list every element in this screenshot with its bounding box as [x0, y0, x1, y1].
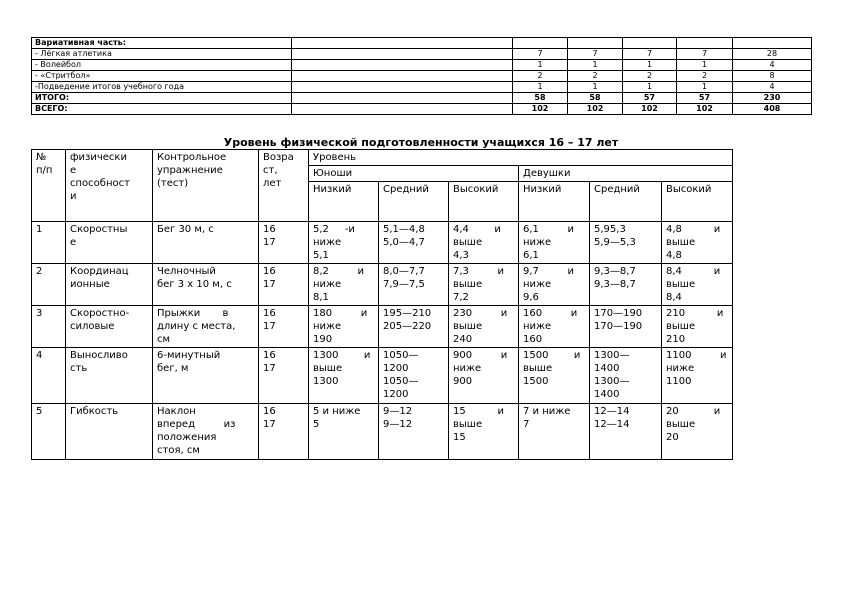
cell-line: выше [666, 321, 696, 332]
cell-line: 5,0—4,7 [383, 237, 425, 248]
cell-line: Бег 30 м, с [157, 224, 214, 235]
row-boys-high [449, 348, 519, 404]
page-title: Уровень физической подготовленности учащихся 16 – 17 лет [223, 136, 619, 149]
cell-line: положения [157, 432, 217, 443]
cell-line: 16 [263, 308, 276, 319]
cell-line: 7 и ниже [523, 406, 571, 417]
cell-line: 16 [263, 350, 276, 361]
variative-row-label: -Подведение итогов учебного года [32, 82, 292, 93]
cell-line: 1500 [523, 376, 549, 387]
variative-row-value: 57 [677, 93, 733, 104]
cell-line: выше [666, 237, 696, 248]
variative-row-value: 57 [623, 93, 677, 104]
cell-line: 5,1—4,8 [383, 224, 425, 235]
cell-line: 15 [453, 432, 466, 443]
cell-line: 9—12 [383, 419, 413, 430]
variative-row [32, 71, 812, 82]
cell-line: 8,1 [313, 292, 329, 303]
variative-row-value: 7 [513, 49, 568, 60]
cell-line: 5,95,3 [594, 224, 626, 235]
cell-line: 4,3 [453, 250, 469, 261]
variative-row-label: ВСЕГО: [32, 104, 292, 115]
variative-row-value: 2 [623, 71, 677, 82]
header-boys-low: Низкий [309, 182, 379, 222]
variative-row-value: 1 [568, 82, 623, 93]
table-row [32, 348, 733, 404]
row-girls-low [519, 306, 590, 348]
cell-line: Скоростно- [70, 308, 130, 319]
variative-row-value: 7 [568, 49, 623, 60]
cell-line: е [70, 165, 77, 176]
row-age [259, 404, 309, 460]
cell-line: 5,1 [313, 250, 329, 261]
row-num: 4 [32, 348, 66, 404]
cell-line: Контрольное [157, 152, 227, 163]
row-boys-mid [379, 222, 449, 264]
row-test [153, 348, 259, 404]
cell-line: 195—210 [383, 308, 432, 319]
cell-line: 17 [263, 321, 276, 332]
row-boys-high [449, 222, 519, 264]
cell-line: 17 [263, 237, 276, 248]
variative-row-value: 4 [733, 82, 812, 93]
cell-line: 210 и [666, 308, 724, 319]
row-boys-mid [379, 404, 449, 460]
row-girls-high [662, 306, 733, 348]
header-girls-mid: Средний [590, 182, 662, 222]
cell-line: 1200 [383, 389, 409, 400]
variative-row [32, 82, 812, 93]
row-girls-mid [590, 348, 662, 404]
cell-line: упражнение [157, 165, 223, 176]
variative-row-value: 7 [623, 49, 677, 60]
header-boys-mid: Средний [379, 182, 449, 222]
cell-line: Скоростны [70, 224, 128, 235]
cell-line: 1300 и [313, 350, 371, 361]
table-row [32, 264, 733, 306]
cell-line: 1400 [594, 363, 620, 374]
cell-line: Возра [263, 152, 294, 163]
cell-line: 1300 [313, 376, 339, 387]
variative-row-value: 1 [623, 60, 677, 71]
cell-line: 900 и [453, 350, 508, 361]
header-row-1 [32, 150, 733, 166]
variative-row-blank [292, 60, 513, 71]
cell-line: 8,2 и [313, 266, 365, 277]
cell-line: ниже [523, 237, 552, 248]
variative-row-label: ИТОГО: [32, 93, 292, 104]
variative-row-value [513, 38, 568, 49]
row-girls-low [519, 222, 590, 264]
cell-line: 7,3 и [453, 266, 505, 277]
cell-line: ниже [313, 237, 342, 248]
table-row [32, 222, 733, 264]
row-boys-mid [379, 264, 449, 306]
row-girls-low [519, 404, 590, 460]
cell-line: Координац [70, 266, 129, 277]
cell-line: 900 [453, 376, 473, 387]
cell-line: лет [263, 178, 282, 189]
cell-line: 16 [263, 406, 276, 417]
cell-line: 1050— [383, 376, 419, 387]
header-num [32, 150, 66, 222]
row-age [259, 306, 309, 348]
cell-line: 160 [523, 334, 543, 345]
cell-line: ст, [263, 165, 278, 176]
cell-line: выше [453, 279, 483, 290]
row-girls-low [519, 264, 590, 306]
cell-line: 4,8 и [666, 224, 721, 235]
variative-row-value: 2 [568, 71, 623, 82]
row-age [259, 348, 309, 404]
header-test [153, 150, 259, 222]
variative-row-label: - «Стритбол» [32, 71, 292, 82]
cell-line: 1300— [594, 350, 630, 361]
row-ability [66, 348, 153, 404]
cell-line: 6,1 и [523, 224, 575, 235]
variative-row-value [677, 38, 733, 49]
cell-line: 8,0—7,7 [383, 266, 425, 277]
row-ability [66, 404, 153, 460]
cell-line: Наклон [157, 406, 196, 417]
row-ability [66, 264, 153, 306]
row-age [259, 264, 309, 306]
cell-line: ниже [666, 363, 695, 374]
cell-line: Прыжки в [157, 308, 229, 319]
row-boys-mid [379, 348, 449, 404]
header-girls-high: Высокий [662, 182, 733, 222]
row-boys-low [309, 306, 379, 348]
cell-line: выше [453, 419, 483, 430]
cell-line: 180 и [313, 308, 368, 319]
cell-line: 6-минутный [157, 350, 221, 361]
cell-line: 20 и [666, 406, 721, 417]
variative-row [32, 104, 812, 115]
cell-line: силовые [70, 321, 115, 332]
cell-line: выше [453, 237, 483, 248]
variative-row-value: 1 [677, 60, 733, 71]
cell-line: сть [70, 363, 88, 374]
variative-hours-table [31, 37, 812, 115]
cell-line: 205—220 [383, 321, 432, 332]
cell-line: 16 [263, 224, 276, 235]
row-girls-mid [590, 306, 662, 348]
header-ability [66, 150, 153, 222]
table-row [32, 404, 733, 460]
row-girls-mid [590, 222, 662, 264]
variative-row-value [568, 38, 623, 49]
variative-row [32, 38, 812, 49]
cell-line: бег, м [157, 363, 189, 374]
cell-line: Гибкость [70, 406, 119, 417]
row-test [153, 264, 259, 306]
cell-line: выше [666, 419, 696, 430]
cell-line: 230 и [453, 308, 508, 319]
cell-line: физически [70, 152, 127, 163]
cell-line: 9,3—8,7 [594, 279, 636, 290]
row-boys-high [449, 264, 519, 306]
row-boys-mid [379, 306, 449, 348]
cell-line: 9,7 и [523, 266, 575, 277]
cell-line: 5 и ниже [313, 406, 361, 417]
variative-row-value [733, 38, 812, 49]
variative-row-value: 8 [733, 71, 812, 82]
cell-line: ионные [70, 279, 110, 290]
header-level: Уровень [309, 150, 733, 166]
variative-row-value: 102 [513, 104, 568, 115]
cell-line: и [70, 191, 77, 202]
fitness-level-table [31, 149, 733, 460]
cell-line: ниже [453, 363, 482, 374]
row-boys-low [309, 404, 379, 460]
row-girls-low [519, 348, 590, 404]
row-boys-high [449, 404, 519, 460]
variative-row-value: 102 [677, 104, 733, 115]
row-num: 1 [32, 222, 66, 264]
variative-row-blank [292, 82, 513, 93]
cell-line: 12—14 [594, 406, 630, 417]
cell-line: 17 [263, 363, 276, 374]
row-test [153, 222, 259, 264]
row-boys-low [309, 222, 379, 264]
cell-line: (тест) [157, 178, 189, 189]
cell-line: 240 [453, 334, 473, 345]
row-girls-mid [590, 264, 662, 306]
variative-row-value: 102 [568, 104, 623, 115]
row-num: 2 [32, 264, 66, 306]
variative-row-value: 2 [677, 71, 733, 82]
row-girls-high [662, 404, 733, 460]
row-test [153, 306, 259, 348]
cell-line: 12—14 [594, 419, 630, 430]
cell-line: длину с места, [157, 321, 236, 332]
variative-row-label: - Волейбол [32, 60, 292, 71]
cell-line: е [70, 237, 77, 248]
cell-line: 1300— [594, 376, 630, 387]
row-girls-mid [590, 404, 662, 460]
cell-line: ниже [523, 321, 552, 332]
variative-row-blank [292, 38, 513, 49]
row-ability [66, 306, 153, 348]
cell-line: выше [666, 279, 696, 290]
cell-line: 1100 и [666, 350, 727, 361]
cell-line: выше [453, 321, 483, 332]
cell-line: 190 [313, 334, 333, 345]
cell-line: 7 [523, 419, 530, 430]
variative-row-label: Вариативная часть: [32, 38, 292, 49]
row-girls-high [662, 264, 733, 306]
cell-line: 4,8 [666, 250, 682, 261]
variative-row-value: 1 [568, 60, 623, 71]
cell-line: 1500 и [523, 350, 581, 361]
cell-line: ниже [523, 279, 552, 290]
cell-line: 20 [666, 432, 679, 443]
variative-row-blank [292, 93, 513, 104]
variative-row-value: 58 [568, 93, 623, 104]
cell-line: выше [313, 363, 343, 374]
variative-row [32, 60, 812, 71]
row-boys-low [309, 348, 379, 404]
variative-row-value: 7 [677, 49, 733, 60]
cell-line: 17 [263, 279, 276, 290]
cell-line: Челночный [157, 266, 216, 277]
cell-line: 5 [313, 419, 320, 430]
row-test [153, 404, 259, 460]
variative-row-value: 408 [733, 104, 812, 115]
variative-row-value: 1 [513, 82, 568, 93]
cell-line: 9,6 [523, 292, 539, 303]
cell-line: см [157, 334, 171, 345]
row-num: 3 [32, 306, 66, 348]
cell-line: стоя, см [157, 445, 200, 456]
variative-row-value: 1 [623, 82, 677, 93]
variative-row [32, 93, 812, 104]
variative-row-value: 58 [513, 93, 568, 104]
cell-line: № [36, 152, 47, 163]
cell-line: 5,2 -и [313, 224, 355, 235]
cell-line: 8,4 и [666, 266, 721, 277]
cell-line: 9,3—8,7 [594, 266, 636, 277]
header-boys: Юноши [309, 166, 519, 182]
variative-row-blank [292, 104, 513, 115]
cell-line: вперед из [157, 419, 236, 430]
header-girls-low: Низкий [519, 182, 590, 222]
cell-line: п/п [36, 165, 53, 176]
cell-line: 16 [263, 266, 276, 277]
cell-line: 170—190 [594, 308, 643, 319]
row-girls-high [662, 222, 733, 264]
cell-line: 1100 [666, 376, 692, 387]
cell-line: выше [523, 363, 553, 374]
cell-line: 7,2 [453, 292, 469, 303]
variative-row-value: 2 [513, 71, 568, 82]
cell-line: 1200 [383, 363, 409, 374]
row-num: 5 [32, 404, 66, 460]
table-row [32, 306, 733, 348]
cell-line: бег 3 х 10 м, с [157, 279, 232, 290]
variative-row-blank [292, 71, 513, 82]
header-boys-high: Высокий [449, 182, 519, 222]
cell-line: 4,4 и [453, 224, 501, 235]
variative-row-value: 230 [733, 93, 812, 104]
variative-row-value: 1 [677, 82, 733, 93]
row-boys-low [309, 264, 379, 306]
variative-row-value: 1 [513, 60, 568, 71]
cell-line: 160 и [523, 308, 578, 319]
header-girls: Девушки [519, 166, 733, 182]
cell-line: 17 [263, 419, 276, 430]
cell-line: Выносливо [70, 350, 128, 361]
row-girls-high [662, 348, 733, 404]
header-age [259, 150, 309, 222]
cell-line: 210 [666, 334, 686, 345]
cell-line: 15 и [453, 406, 505, 417]
cell-line: способност [70, 178, 130, 189]
cell-line: ниже [313, 321, 342, 332]
cell-line: 8,4 [666, 292, 682, 303]
cell-line: 1050— [383, 350, 419, 361]
cell-line: 5,9—5,3 [594, 237, 636, 248]
cell-line: 9—12 [383, 406, 413, 417]
row-age [259, 222, 309, 264]
cell-line: 170—190 [594, 321, 643, 332]
cell-line: 1400 [594, 389, 620, 400]
row-boys-high [449, 306, 519, 348]
cell-line: ниже [313, 279, 342, 290]
variative-row-value [623, 38, 677, 49]
variative-row-value: 4 [733, 60, 812, 71]
variative-row-value: 28 [733, 49, 812, 60]
variative-row-blank [292, 49, 513, 60]
variative-row-label: - Лёгкая атлетика [32, 49, 292, 60]
cell-line: 7,9—7,5 [383, 279, 425, 290]
variative-row-value: 102 [623, 104, 677, 115]
variative-row [32, 49, 812, 60]
cell-line: 6,1 [523, 250, 539, 261]
row-ability [66, 222, 153, 264]
